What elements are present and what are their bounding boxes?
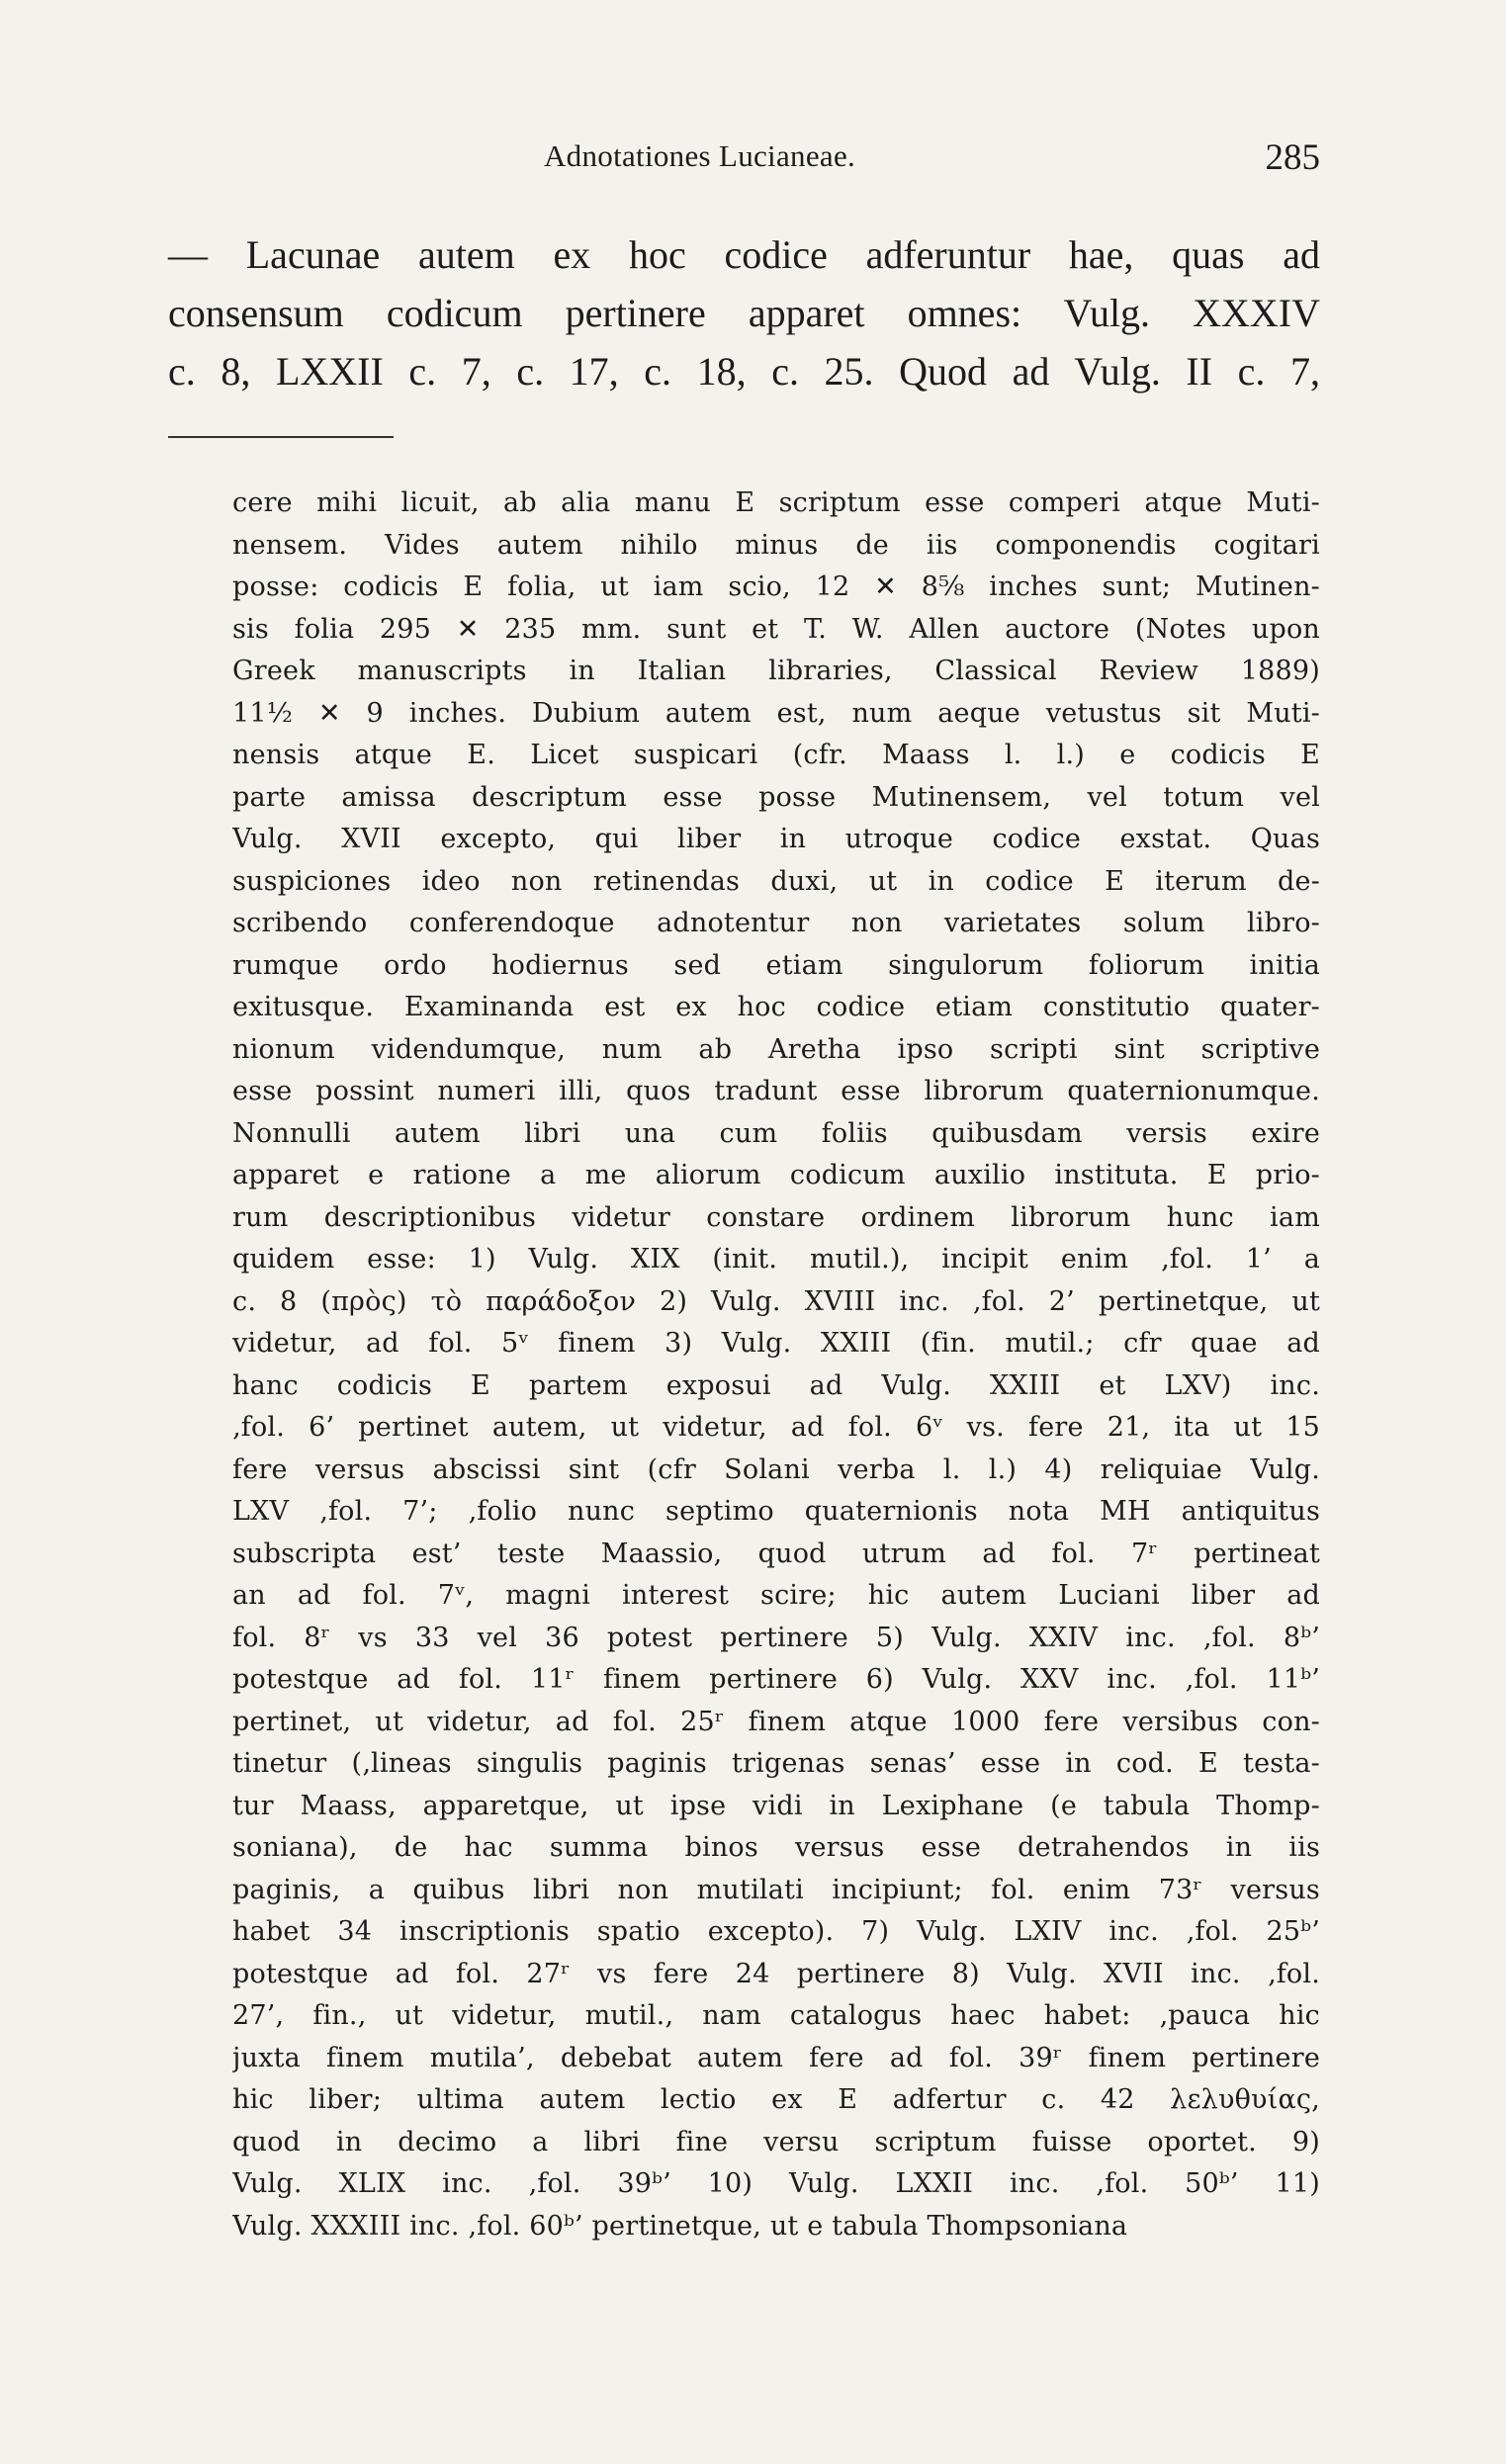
footnote-line: paginis, a quibus libri non mutilati incipiunt; fol. enim 73ʳ versus: [232, 1874, 1320, 1905]
footnote-line: habet 34 inscriptionis spatio excepto). 7) Vulg. LXIV inc. ‚fol. 25ᵇ’: [232, 1916, 1320, 1947]
footnote-line: cere mihi licuit, ab alia manu E scriptum esse comperi atque Muti-: [232, 487, 1320, 518]
footnote-line: nensis atque E. Licet suspicari (cfr. Maass l. l.) e codicis E: [232, 740, 1320, 770]
footnote-line: nionum videndumque, num ab Aretha ipso scripti sint scriptive: [232, 1033, 1320, 1065]
footnote-line: soniana), de hac summa binos versus esse detrahendos in iis: [232, 1832, 1320, 1863]
footnote-line: 27’, fin., ut videtur, mutil., nam catalogus haec habet: ‚pauca hic: [232, 2000, 1320, 2031]
footnote-rule: [168, 436, 394, 438]
footnote-line: nensem. Vides autem nihilo minus de iis componendis cogitari: [232, 529, 1320, 561]
footnote-line: Vulg. XXXIII inc. ‚fol. 60ᵇ’ pertinetque, ut e tabula Thompsoniana: [232, 2210, 1128, 2242]
footnote-line: rumque ordo hodiernus sed etiam singulorum foliorum initia: [232, 949, 1320, 981]
running-title: Adnotationes Lucianeae.: [544, 138, 856, 173]
footnote-line: juxta finem mutila’, debebat autem fere ad fol. 39ʳ finem pertinere: [232, 2042, 1320, 2073]
footnote-line: pertinet, ut videtur, ad fol. 25ʳ finem atque 1000 fere versibus con-: [232, 1706, 1320, 1737]
footnote-line: hanc codicis E partem exposui ad Vulg. XXIII et LXV) inc.: [232, 1369, 1320, 1401]
footnote-line: Vulg. XVII excepto, qui liber in utroque codice exstat. Quas: [232, 824, 1320, 854]
footnote-line: videtur, ad fol. 5ᵛ finem 3) Vulg. XXIII (fin. mutil.; cfr quae ad: [232, 1328, 1320, 1359]
footnote-line: suspiciones ideo non retinendas duxi, ut in codice E iterum de-: [232, 865, 1320, 897]
footnote-line: posse: codicis E folia, ut iam scio, 12 ✕ 8⅝ inches sunt; Mutinen-: [232, 572, 1320, 602]
footnote-line: subscripta est’ teste Maassio, quod utrum ad fol. 7ʳ pertineat: [232, 1538, 1320, 1569]
running-head: [168, 138, 1320, 188]
footnote-line: fere versus abscissi sint (cfr Solani verba l. l.) 4) reliquiae Vulg.: [232, 1453, 1320, 1485]
footnote-line: hic liber; ultima autem lectio ex E adfertur c. 42 λελυθυίας,: [232, 2084, 1320, 2115]
main-text-line: c. 8, LXXII c. 7, c. 17, c. 18, c. 25. Quod ad Vulg. II c. 7,: [168, 349, 1320, 394]
footnote-line: exitusque. Examinanda est ex hoc codice etiam constitutio quater-: [232, 992, 1320, 1022]
footnote-line: Vulg. XLIX inc. ‚fol. 39ᵇ’ 10) Vulg. LXXII inc. ‚fol. 50ᵇ’ 11): [232, 2168, 1320, 2199]
footnote-line: rum descriptionibus videtur constare ordinem librorum hunc iam: [232, 1201, 1320, 1233]
footnote-line: Greek manuscripts in Italian libraries, Classical Review 1889): [232, 656, 1320, 686]
footnote-line: potestque ad fol. 27ʳ vs fere 24 pertinere 8) Vulg. XVII inc. ‚fol.: [232, 1958, 1320, 1989]
footnote-line: fol. 8ʳ vs 33 vel 36 potest pertinere 5) Vulg. XXIV inc. ‚fol. 8ᵇ’: [232, 1622, 1320, 1653]
footnote-line: Nonnulli autem libri una cum foliis quibusdam versis exire: [232, 1117, 1320, 1149]
main-text-line: consensum codicum pertinere apparet omnes: Vulg. XXXIV: [168, 291, 1320, 335]
footnote: [232, 483, 1320, 2247]
footnote-line: tinetur (‚lineas singulis paginis trigenas senas’ esse in cod. E testa-: [232, 1748, 1320, 1779]
footnote-line: tur Maass, apparetque, ut ipse vidi in Lexiphane (e tabula Thomp-: [232, 1790, 1320, 1821]
footnote-line: potestque ad fol. 11ʳ finem pertinere 6) Vulg. XXV inc. ‚fol. 11ᵇ’: [232, 1664, 1320, 1695]
footnote-line: LXV ‚fol. 7’; ‚folio nunc septimo quaternionis nota MH antiquitus: [232, 1496, 1320, 1527]
page-number: 285: [1265, 137, 1320, 178]
footnote-line: parte amissa descriptum esse posse Mutinensem, vel totum vel: [232, 781, 1320, 813]
main-text-line: — Lacunae autem ex hoc codice adferuntur hae, quas ad: [168, 232, 1320, 277]
footnote-line: quod in decimo a libri fine versu scriptum fuisse oportet. 9): [232, 2126, 1320, 2157]
footnote-line: 11½ ✕ 9 inches. Dubium autem est, num aeque vetustus sit Muti-: [232, 697, 1320, 729]
footnote-line: ‚fol. 6’ pertinet autem, ut videtur, ad fol. 6ᵛ vs. fere 21, ita ut 15: [232, 1412, 1320, 1443]
footnote-line: sis folia 295 ✕ 235 mm. sunt et T. W. Allen auctore (Notes upon: [232, 613, 1320, 645]
footnote-line: scribendo conferendoque adnotentur non varietates solum libro-: [232, 908, 1320, 938]
footnote-line: an ad fol. 7ᵛ, magni interest scire; hic autem Luciani liber ad: [232, 1580, 1320, 1611]
footnote-line: apparet e ratione a me aliorum codicum auxilio instituta. E prio-: [232, 1160, 1320, 1190]
footnote-line: quidem esse: 1) Vulg. XIX (init. mutil.), incipit enim ‚fol. 1’ a: [232, 1244, 1320, 1275]
footnote-line: c. 8 (πρὸς) τὸ παράδοξον 2) Vulg. XVIII inc. ‚fol. 2’ pertinetque, ut: [232, 1285, 1320, 1317]
footnote-line: esse possint numeri illi, quos tradunt esse librorum quaternionumque.: [232, 1076, 1320, 1106]
main-text: [168, 225, 1320, 400]
